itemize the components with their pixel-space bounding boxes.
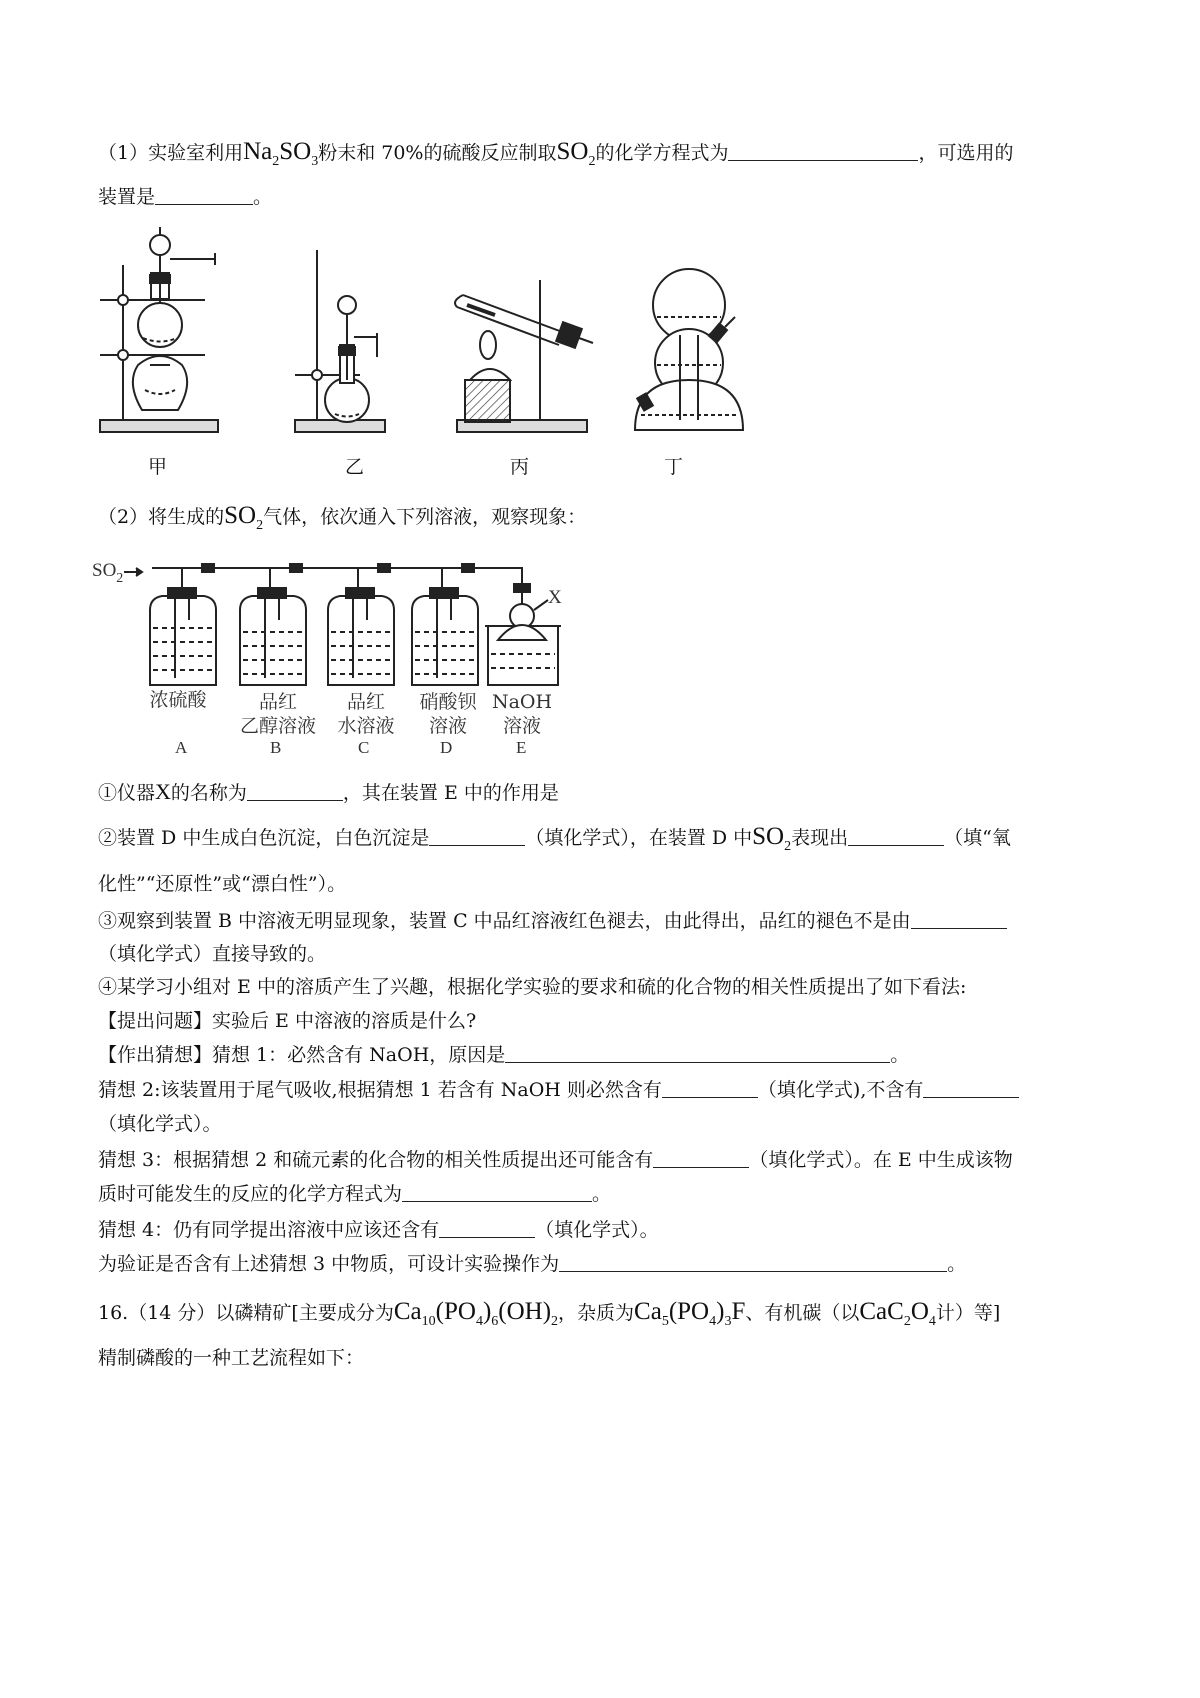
instrument-x-label: X (548, 587, 562, 608)
apparatus-yi (295, 250, 385, 432)
washing-bottles-figure (90, 550, 610, 690)
answer-blank[interactable] (662, 1077, 758, 1098)
so2-inlet-label: $SO_2$ (92, 560, 124, 586)
item-2: ②装置 D 中生成白色沉淀，白色沉淀是 （填化学式），在装置 D 中$SO_2$表现出 （填“氧 (98, 823, 1011, 854)
q1-text: 粉末和 70%的硫酸反应制取 (318, 142, 557, 164)
guess-2: 猜想 2:该装置用于尾气吸收,根据猜想 1 若含有 NaOH 则必然含有 （填化学式),不含有 (98, 1076, 1019, 1104)
bottle-letter-b: B (270, 738, 282, 757)
so2-formula: $SO_2$ (752, 823, 792, 854)
bottle-e-label: NaOH 溶液 (491, 691, 553, 737)
q2-text: （2）将生成的 (98, 506, 225, 528)
item-1: ①仪器X的名称为 ，其在装置 E 中的作用是 (98, 779, 559, 804)
bottle-letter-a: A (175, 738, 188, 757)
guess-3-line2: 质时可能发生的反应的化学方程式为 。 (98, 1183, 612, 1205)
bottle-b-label: 品红 乙醇溶液 (239, 691, 316, 737)
guess-3: 猜想 3：根据猜想 2 和硫元素的化合物的相关性质提出还可能含有 （填化学式）。在 E 中生成该物 (98, 1149, 1013, 1171)
q16-line2: 精制磷酸的一种工艺流程如下： (98, 1347, 365, 1369)
bottle-letter-c: C (358, 738, 370, 757)
answer-blank[interactable] (402, 1181, 592, 1202)
q2-text: 气体，依次通入下列溶液，观察现象： (263, 506, 587, 528)
answer-blank[interactable] (559, 1251, 947, 1272)
bottle-a (150, 588, 216, 685)
so2-formula: $SO_2$ (224, 502, 264, 533)
guess-4: 猜想 4：仍有同学提出溶液中应该还含有 （填化学式）。 (98, 1219, 659, 1241)
answer-blank[interactable] (439, 1217, 535, 1238)
apparatus-ding (635, 269, 743, 430)
ca10-po4-6-oh2-formula: $Ca_{10}(PO_4)_6(OH)_2$ (393, 1298, 559, 1329)
apparatus-label-yi: 乙 (345, 456, 365, 478)
answer-blank[interactable] (728, 140, 918, 161)
item-3-line2: （填化学式）直接导致的。 (98, 943, 327, 965)
bottle-c (328, 588, 394, 685)
q1-line2 (98, 183, 272, 211)
answer-blank[interactable] (155, 184, 253, 205)
apparatus-label-bing: 丙 (510, 456, 530, 478)
apparatus-jia (100, 227, 218, 432)
q1-text: 的化学方程式为 (595, 142, 729, 164)
q1-text: ，可选用的 (918, 142, 1014, 164)
apparatus-figure (95, 225, 755, 445)
answer-blank[interactable] (911, 908, 1007, 929)
apparatus-bing (455, 280, 593, 432)
guess-1: 【作出猜想】猜想 1：必然含有 NaOH，原因是 。 (98, 1044, 910, 1066)
na2so3-formula: $Na_2SO_3$ (243, 138, 319, 169)
guess-2-line2: （填化学式）。 (98, 1113, 222, 1135)
apparatus-label-ding: 丁 (664, 456, 684, 478)
bottle-d (412, 588, 478, 685)
q16-line1: 16.（14 分）以磷精矿[主要成分为$Ca_{10}(PO_4)_6(OH)_2$，杂质为$Ca_5(PO_4)_3F$、有机碳（以$CaC_2O_4$计）等] (98, 1298, 1001, 1329)
bottle-b (240, 588, 306, 685)
so2-formula: $SO_2$ (556, 138, 596, 169)
answer-blank[interactable] (848, 825, 944, 846)
item-3: ③观察到装置 B 中溶液无明显现象，装置 C 中品红溶液红色褪去，由此得出，品红的褪色不是由 (98, 907, 1007, 935)
answer-blank[interactable] (653, 1147, 749, 1168)
answer-blank[interactable] (247, 780, 343, 801)
bottle-c-label: 品红 水溶液 (337, 691, 395, 737)
answer-blank[interactable] (923, 1077, 1019, 1098)
bottle-a-label: 浓硫酸 (149, 689, 207, 711)
q1-text: 。 (253, 186, 273, 208)
q1-text: 装置是 (98, 186, 156, 208)
answer-blank[interactable] (429, 825, 525, 846)
q1-line1 (98, 138, 1014, 167)
answer-blank[interactable] (505, 1042, 890, 1063)
cac2o4-formula: $CaC_2O_4$ (859, 1298, 936, 1329)
verify-line: 为验证是否含有上述猜想 3 中物质，可设计实验操作为 。 (98, 1253, 967, 1275)
bottle-letter-d: D (440, 738, 453, 757)
bottle-d-label: 硝酸钡 溶液 (419, 691, 477, 737)
item-4: ④某学习小组对 E 中的溶质产生了兴趣，根据化学实验的要求和硫的化合物的相关性质提出了如下看法: (98, 976, 967, 998)
q2-line1 (98, 502, 586, 531)
q1-text: （1）实验室利用 (98, 142, 244, 164)
item-2-line2: 化性”“还原性”或“漂白性”）。 (98, 873, 347, 895)
ca5-po4-3-f-formula: $Ca_5(PO_4)_3F$ (634, 1298, 746, 1329)
question-prompt: 【提出问题】实验后 E 中溶液的溶质是什么? (98, 1010, 477, 1032)
apparatus-label-jia: 甲 (148, 456, 168, 478)
bottle-letter-e: E (516, 738, 527, 757)
beaker-e (485, 584, 561, 685)
